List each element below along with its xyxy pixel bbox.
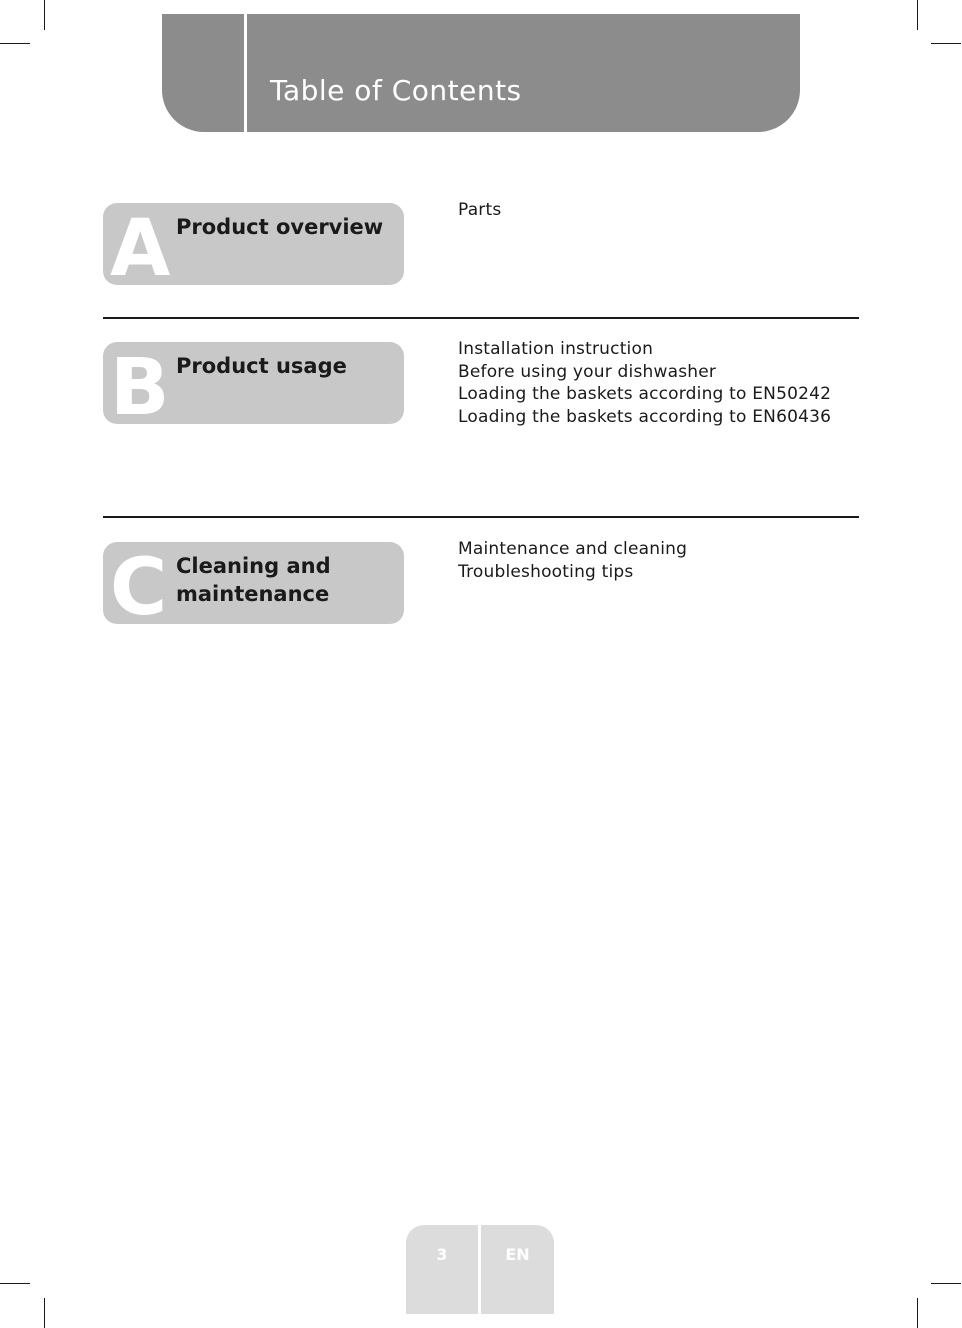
toc-item-before-using[interactable]: Before using your dishwasher <box>458 361 717 382</box>
section-divider <box>103 516 859 518</box>
toc-item-maintenance[interactable]: Maintenance and cleaning <box>458 539 688 559</box>
toc-item-loading-en50242[interactable]: Loading the baskets according to EN50242 <box>458 384 832 404</box>
section-c-letter: C <box>110 543 168 624</box>
section-a-items <box>458 199 501 222</box>
crop-mark <box>44 1298 45 1328</box>
section-c-title: Cleaning and maintenance <box>176 554 331 606</box>
crop-mark <box>0 1283 30 1284</box>
page-number: 3 <box>406 1225 478 1314</box>
toc-item-installation[interactable]: Installation instruction <box>458 339 654 359</box>
section-divider <box>103 317 859 319</box>
section-b-title: Product usage <box>176 354 347 378</box>
section-c-items <box>458 538 687 583</box>
section-a-letter: A <box>110 204 171 285</box>
page-title: Table of Contents <box>270 74 522 107</box>
crop-mark <box>44 0 45 30</box>
page-header <box>162 14 800 132</box>
toc-item-parts[interactable]: Parts <box>458 200 502 220</box>
crop-mark <box>931 1283 961 1284</box>
crop-mark <box>931 43 961 44</box>
crop-mark <box>0 43 30 44</box>
header-divider <box>244 14 247 132</box>
section-c-box <box>103 542 404 624</box>
toc-item-troubleshooting[interactable]: Troubleshooting tips <box>458 561 634 582</box>
crop-mark <box>917 1298 918 1328</box>
language-label: EN <box>481 1225 554 1314</box>
section-b-box <box>103 342 404 424</box>
section-b-items <box>458 338 831 428</box>
section-a-box <box>103 203 404 285</box>
section-a-title: Product overview <box>176 215 384 239</box>
section-b-letter: B <box>110 343 170 424</box>
toc-item-loading-en60436[interactable]: Loading the baskets according to EN60436 <box>458 406 832 427</box>
crop-mark <box>917 0 918 30</box>
